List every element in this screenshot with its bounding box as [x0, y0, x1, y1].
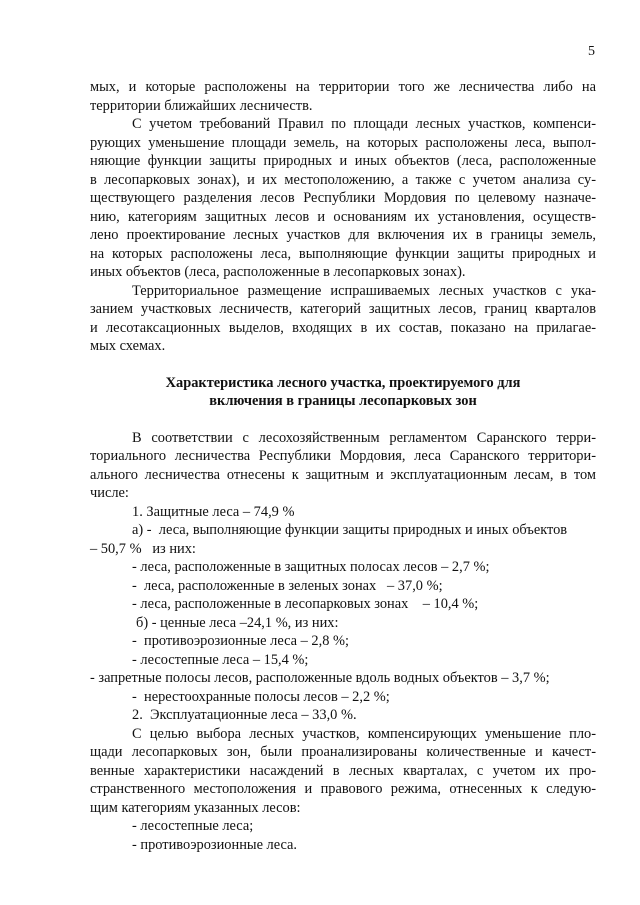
text-line: числе: [90, 485, 129, 501]
page-number: 5 [588, 44, 595, 59]
text-line: иных объектов (леса, расположенные в лесопарковых зонах). [90, 264, 466, 280]
text-line: мых, и которые расположены на территории того же лесничества либо на [90, 79, 596, 95]
document-body [90, 78, 596, 854]
list-item: б) - ценные леса –24,1 %, из них: [136, 614, 339, 631]
text-line: рующих уменьшение площади земель, на которых расположены леса, выпол- [90, 134, 596, 151]
heading-line: Характеристика лесного участка, проектируемого для [165, 374, 521, 391]
text-line: щим категориям указанных лесов: [90, 799, 301, 816]
spacer [90, 411, 596, 429]
text-line: и лесотаксационных выделов, входящих в их состав, показано на прилагае- [90, 319, 596, 336]
text-line: ального лесничества отнесены к защитным и эксплуатационным лесам, в том [90, 466, 596, 483]
forest-category-list [90, 503, 596, 725]
list-item: - леса, расположенные в защитных полосах лесов – 2,7 %; [132, 559, 490, 575]
text-line: занием участковых лесничеств, категорий защитных лесов, границ кварталов [90, 301, 596, 317]
text-line: няющие функции защиты природных и иных объектов (леса, расположенные [90, 153, 596, 169]
selected-categories-list [90, 817, 596, 854]
list-item: - запретные полосы лесов, расположенные вдоль водных объектов – 3,7 %; [90, 670, 550, 686]
text-line: щади лесопарковых зон, были проанализированы количественные и качест- [90, 744, 596, 760]
text-line: С целью выбора лесных участков, компенсирующих уменьшение пло- [132, 725, 596, 742]
list-item: а) - леса, выполняющие функции защиты природных и иных объектов [132, 522, 568, 538]
list-item: - нерестоохранные полосы лесов – 2,2 %; [132, 688, 390, 705]
text-line: Территориальное размещение испрашиваемых лесных участков с ука- [132, 282, 596, 299]
list-item: - противоэрозионные леса – 2,8 %; [132, 633, 349, 649]
list-item: - леса, расположенные в лесопарковых зонах – 10,4 %; [132, 596, 479, 612]
list-item: 1. Защитные леса – 74,9 % [132, 503, 295, 520]
paragraph-selection [90, 725, 596, 818]
text-line: венные характеристики насаждений в лесных кварталах, с учетом их про- [90, 762, 596, 779]
text-line: В соответствии с лесохозяйственным регламентом Саранского терри- [132, 429, 596, 446]
list-item: - лесостепные леса; [132, 818, 254, 834]
list-item: - леса, расположенные в зеленых зонах – 37,0 %; [132, 577, 443, 594]
section-heading [90, 374, 596, 411]
list-item: - лесостепные леса – 15,4 %; [132, 651, 309, 668]
text-line: мых схемах. [90, 338, 166, 354]
spacer [90, 356, 596, 374]
paragraph-rules [90, 115, 596, 282]
list-item: - противоэрозионные леса. [132, 836, 298, 853]
text-line: лено проектирование лесных участков для включения их в границы земель, [90, 227, 596, 243]
text-line: на которых расположены леса, выполняющие функции защиты природных и [90, 245, 596, 262]
text-line: нию, категориям защитных лесов и основаниям их установления, осуществ- [90, 208, 596, 225]
list-item: 2. Эксплуатационные леса – 33,0 %. [132, 707, 357, 723]
text-line: ториального лесничества Республики Мордовия, леса Саранского территори- [90, 448, 596, 464]
heading-line: включения в границы лесопарковых зон [209, 393, 477, 409]
text-line: странственного местоположения и правового режима, отнесенных к следую- [90, 781, 596, 797]
text-line: С учетом требований Правил по площади лесных участков, компенси- [132, 116, 596, 132]
text-line: ществующего разделения лесов Республики Мордовия по целевому назначе- [90, 190, 596, 206]
paragraph-placement [90, 282, 596, 356]
text-line: территории ближайших лесничеств. [90, 97, 313, 114]
list-item: – 50,7 % из них: [90, 540, 196, 557]
paragraph-continuation [90, 78, 596, 115]
paragraph-regulation [90, 429, 596, 503]
text-line: в лесопарковых зонах), и их местоположению, а также с учетом анализа су- [90, 171, 596, 188]
